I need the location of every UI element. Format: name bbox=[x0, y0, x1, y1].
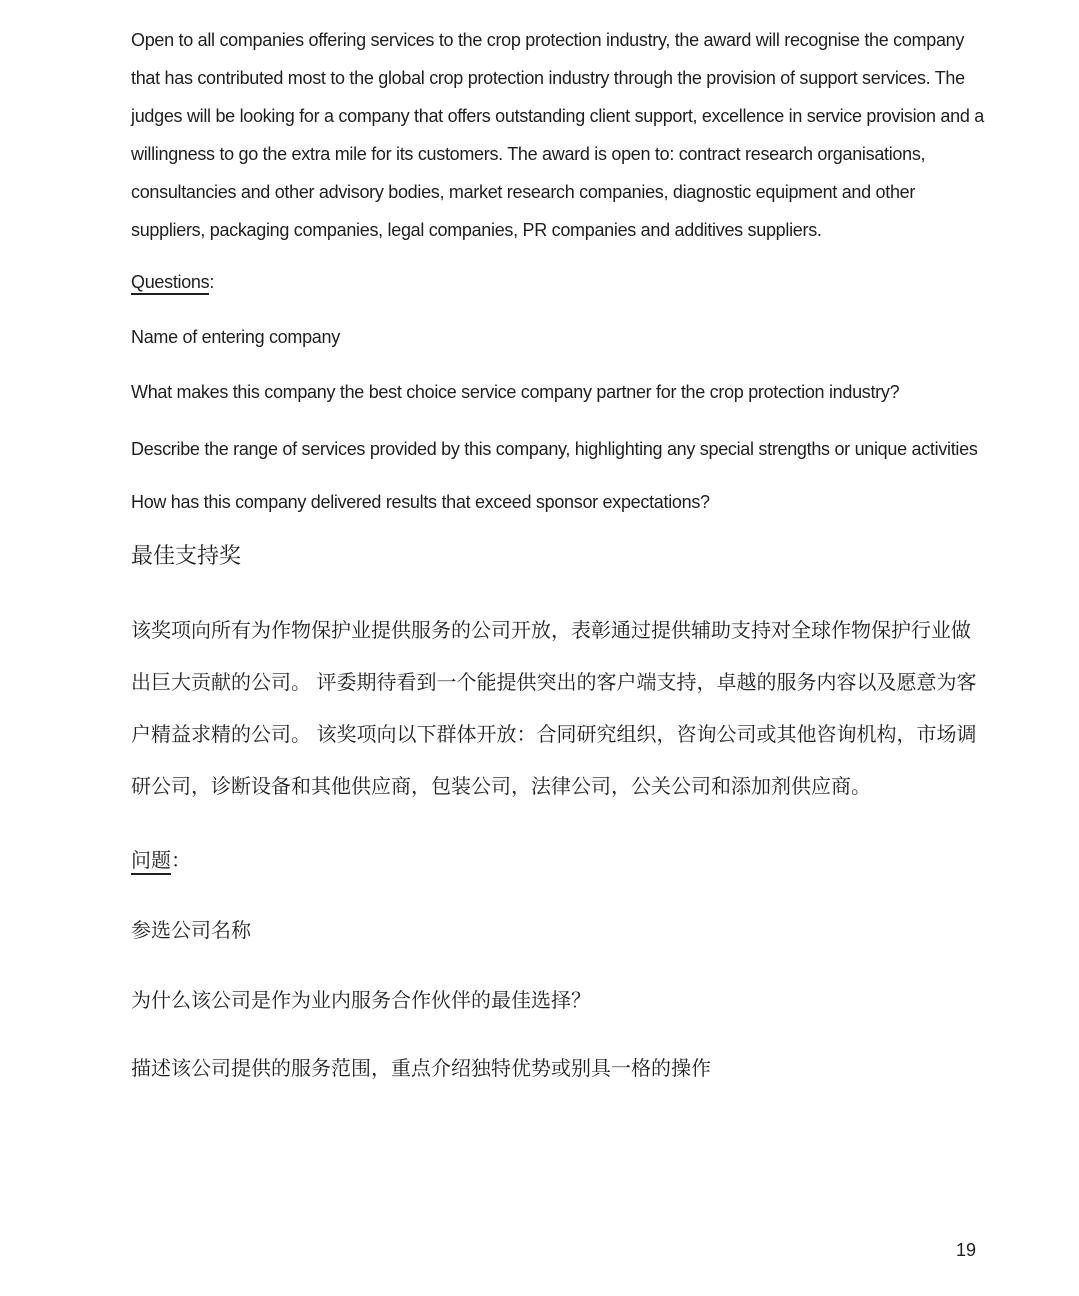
award-intro-paragraph-en: Open to all companies offering services to the crop protection industry, the award will recognise the company that has contributed most to the global crop protection industry through the provision of support services. The judges will be looking for a company that offers outstanding client support, excellence in service provision and a willingness to go the extra mile for its customers. The award is open to: contract research organisations, consultancies and other advisory bodies, market research companies, diagnostic equipment and other suppliers, packaging companies, legal companies, PR companies and additives suppliers. bbox=[131, 30, 984, 240]
question-en-range-of-services: Describe the range of services provided by this company, highlighting any special strengths or unique activities bbox=[131, 439, 978, 459]
questions-heading-en bbox=[131, 263, 989, 301]
page-number: 19 bbox=[956, 1240, 977, 1260]
question-zh-best-choice: 为什么该公司是作为业内服务合作伙伴的最佳选择？ bbox=[131, 990, 591, 1012]
question-en-exceed-expectations: How has this company delivered results that exceed sponsor expectations? bbox=[131, 492, 710, 512]
questions-heading-zh bbox=[131, 835, 989, 887]
questions-heading-en-text: Questions bbox=[131, 272, 209, 295]
questions-heading-en-colon: : bbox=[209, 272, 215, 292]
award-intro-paragraph-zh: 该奖项向所有为作物保护业提供服务的公司开放，表彰通过提供辅助支持对全球作物保护行业做出巨大贡献的公司。 评委期待看到一个能提供突出的客户端支持，卓越的服务内容以及愿意为客户精益求精的公司。 该奖项向以下群体开放：合同研究组织，咨询公司或其他咨询机构，市场调研公司，诊断设备和其他供应商，包装公司，法律公司，公关公司和添加剂供应商。 bbox=[131, 620, 977, 798]
question-en-best-choice: What makes this company the best choice service company partner for the crop protection industry? bbox=[131, 382, 900, 402]
question-zh-company-name: 参选公司名称 bbox=[131, 920, 251, 942]
award-heading-zh: 最佳支持奖 bbox=[131, 543, 242, 568]
question-en-company-name: Name of entering company bbox=[131, 327, 340, 347]
question-zh-range-of-services: 描述该公司提供的服务范围，重点介绍独特优势或别具一格的操作 bbox=[131, 1058, 711, 1080]
document-page bbox=[131, 21, 989, 1095]
questions-heading-zh-colon: ： bbox=[171, 850, 191, 872]
questions-heading-zh-text: 问题 bbox=[131, 850, 171, 875]
